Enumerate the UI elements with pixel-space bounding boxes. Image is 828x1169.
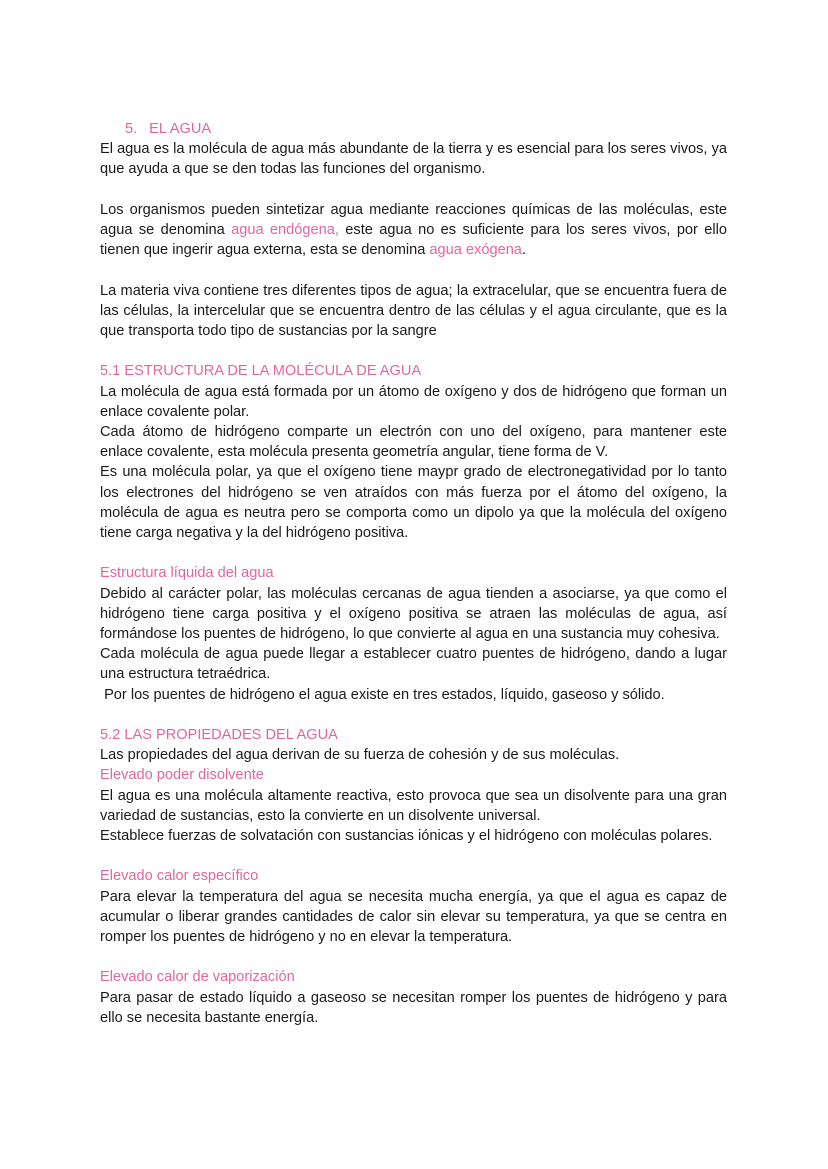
document-page xyxy=(100,119,727,1028)
subheading: Elevado poder disolvente xyxy=(100,767,264,784)
section-number: 5. xyxy=(125,121,138,137)
subheading: Estructura líquida del agua xyxy=(100,565,274,582)
paragraph: Para pasar de estado líquido a gaseoso se necesitan romper los puentes de hidrógeno y para ello se necesita bastante energía. xyxy=(100,989,727,1026)
paragraph: Es una molécula polar, ya que el oxígeno tiene maypr grado de electronegatividad por lo tanto los electrones del hidrógeno se ven atraídos con más fuerza por el átomo del oxígeno, la molécula de agua es neutra pero se comporta como un dipolo ya que la molécula del oxígeno tiene carga negativa y la del hidrógeno positiva. xyxy=(100,464,727,542)
spacer xyxy=(100,846,727,866)
section-title xyxy=(100,119,727,139)
paragraph: La materia viva contiene tres diferentes tipos de agua; la extracelular, que se encuentra fuera de las células, la intercelular que se encuentra dentro de las células y el agua circulante, que es la que transporta todo tipo de sustancias por la sangre xyxy=(100,282,727,339)
section-title-text: EL AGUA xyxy=(149,121,212,137)
highlight-term: agua exógena xyxy=(429,242,522,259)
paragraph: Establece fuerzas de solvatación con sustancias iónicas y el hidrógeno con moléculas polares. xyxy=(100,828,713,845)
subheading: Elevado calor específico xyxy=(100,868,259,885)
paragraph: La molécula de agua está formada por un átomo de oxígeno y dos de hidrógeno que forman un enlace covalente polar. xyxy=(100,383,727,420)
text-run: este agua no es suficiente para los seres vivos, por ello tienen que ingerir agua externa, esta se denomina xyxy=(100,222,727,259)
paragraph xyxy=(100,200,727,261)
paragraph: Debido al carácter polar, las moléculas cercanas de agua tienden a asociarse, ya que como el hidrógeno tiene carga positiva y el oxígeno positiva se atraen las moléculas de agua, así formándose los puentes de hidrógeno, lo que convierte al agua en una sustancia muy cohesiva. xyxy=(100,585,727,643)
paragraph: Para elevar la temperatura del agua se necesita mucha energía, ya que el agua es capaz de acumular o liberar grandes cantidades de calor sin elevar su temperatura, ya que se centra en romper los puentes de hidrógeno y no en elevar la temperatura. xyxy=(100,888,727,946)
spacer xyxy=(100,180,727,200)
paragraph: Las propiedades del agua derivan de su fuerza de cohesión y de sus moléculas. xyxy=(100,747,620,764)
paragraph: El agua es una molécula altamente reactiva, esto provoca que sea un disolvente para una gran variedad de sustancias, esto la convierte en un disolvente universal. xyxy=(100,787,727,824)
spacer xyxy=(100,705,727,725)
text-run: Los organismos pueden sintetizar agua mediante reacciones químicas de las moléculas, este agua se denomina xyxy=(100,201,727,238)
section-heading: 5.1 ESTRUCTURA DE LA MOLÉCULA DE AGUA xyxy=(100,363,422,380)
paragraph: El agua es la molécula de agua más abundante de la tierra y es esencial para los seres vivos, ya que ayuda a que se den todas las funciones del organismo. xyxy=(100,141,727,178)
paragraph: Por los puentes de hidrógeno el agua existe en tres estados, líquido, gaseoso y sólido. xyxy=(100,686,665,703)
paragraph: Cada molécula de agua puede llegar a establecer cuatro puentes de hidrógeno, dando a lugar una estructura tetraédrica. xyxy=(100,646,727,683)
spacer xyxy=(100,947,727,967)
section-heading: 5.2 LAS PROPIEDADES DEL AGUA xyxy=(100,727,338,744)
subheading: Elevado calor de vaporización xyxy=(100,969,295,986)
spacer xyxy=(100,543,727,563)
highlight-term: agua endógena, xyxy=(231,222,339,238)
spacer xyxy=(100,260,727,280)
spacer xyxy=(100,341,727,361)
paragraph: Cada átomo de hidrógeno comparte un electrón con uno del oxígeno, para mantener este enlace covalente, esta molécula presenta geometría angular, tiene forma de V. xyxy=(100,424,727,461)
text-run: . xyxy=(521,242,526,259)
